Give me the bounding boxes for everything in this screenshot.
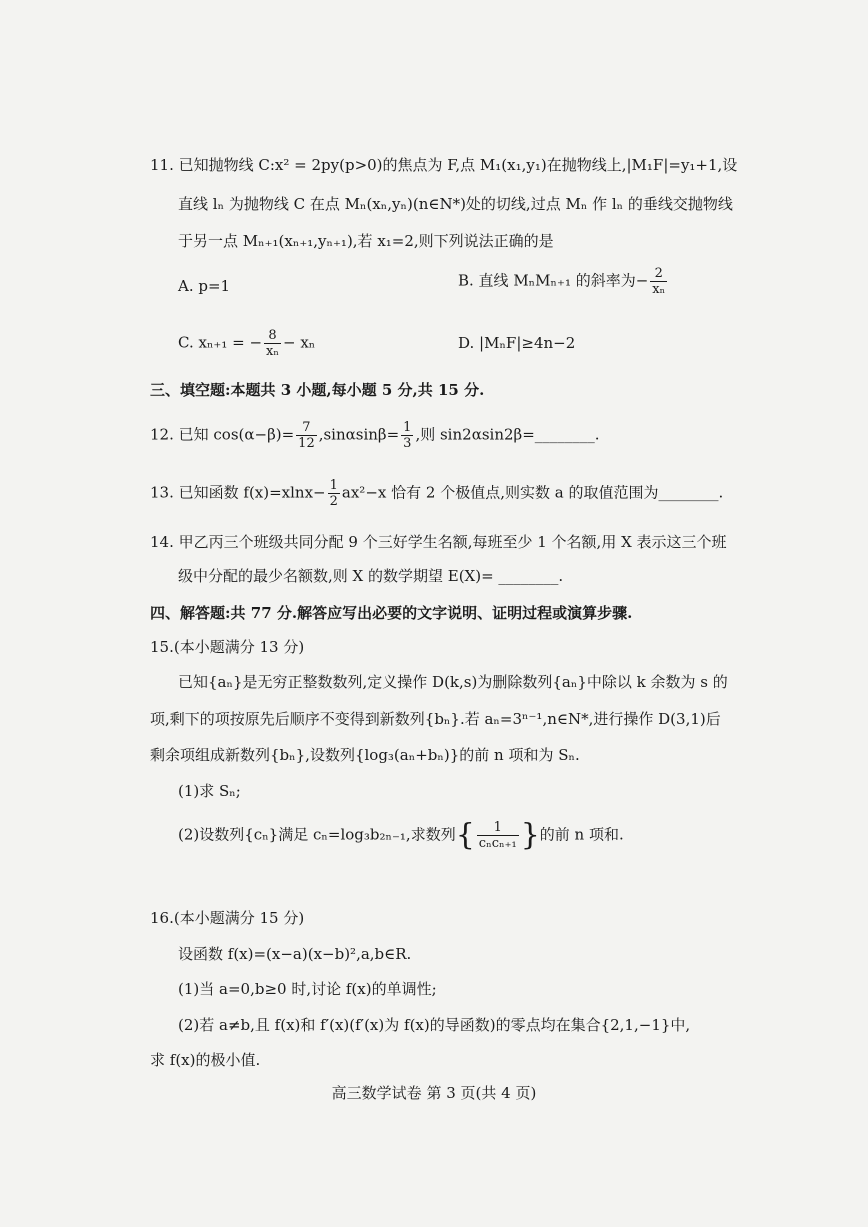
fraction-numerator: 1: [403, 420, 412, 435]
fraction-denominator: 12: [298, 436, 315, 451]
q11-option-c-fraction: [264, 328, 281, 359]
q13-text-end: ax²−x 恰有 2 个极值点,则实数 a 的取值范围为________.: [341, 483, 724, 502]
q11-option-a: A. p=1: [178, 277, 231, 295]
q12-fraction-1: [296, 420, 317, 451]
q12-text-end: ,则 sin2αsin2β=________.: [415, 425, 600, 444]
q11-option-b: [458, 266, 669, 297]
section4-heading: 四、解答题:共 77 分.解答应写出必要的文字说明、证明过程或演算步骤.: [150, 604, 633, 622]
q12-fraction-2: [401, 420, 413, 451]
fraction-denominator: xₙ: [266, 344, 279, 359]
left-brace: {: [455, 817, 475, 853]
fraction-numerator: 2: [650, 266, 667, 282]
q12-text-mid: ,sinαsinβ=: [318, 425, 400, 444]
q15-part2-fraction: [477, 820, 519, 851]
q14-line2: 级中分配的最少名额数,则 X 的数学期望 E(X)= ________.: [178, 567, 564, 585]
q14-line1: 14. 甲乙丙三个班级共同分配 9 个三好学生名额,每班至少 1 个名额,用 X 表示这三个班: [150, 533, 727, 551]
q11-option-d: D. |MₙF|≥4n−2: [458, 334, 576, 352]
q16-part2-cont: 求 f(x)的极小值.: [150, 1051, 261, 1069]
q11-option-c-text: C. xₙ₊₁ = −: [178, 333, 263, 352]
q16-part1: (1)当 a=0,b≥0 时,讨论 f(x)的单调性;: [178, 980, 437, 998]
right-brace: }: [520, 817, 540, 853]
q15-line2: 项,剩下的项按原先后顺序不变得到新数列{bₙ}.若 aₙ=3ⁿ⁻¹,n∈N*,进行操作 D(3,1)后: [150, 710, 721, 728]
section3-heading: 三、填空题:本题共 3 小题,每小题 5 分,共 15 分.: [150, 381, 485, 399]
q15-part2: [178, 817, 624, 853]
q11-line2: 直线 lₙ 为抛物线 C 在点 Mₙ(xₙ,yₙ)(n∈N*)处的切线,过点 Mₙ 作 lₙ 的垂线交抛物线: [178, 195, 733, 213]
page-footer: 高三数学试卷 第 3 页(共 4 页): [331, 1084, 537, 1102]
q15-line1: 已知{aₙ}是无穷正整数数列,定义操作 D(k,s)为删除数列{aₙ}中除以 k 余数为 s 的: [178, 673, 728, 691]
q11-line1: 11. 已知抛物线 C:x² = 2py(p>0)的焦点为 F,点 M₁(x₁,y₁)在抛物线上,|M₁F|=y₁+1,设: [150, 156, 738, 174]
q15-part1: (1)求 Sₙ;: [178, 782, 241, 800]
fraction-numerator: 8: [264, 328, 281, 344]
fraction-denominator: xₙ: [652, 282, 666, 297]
q11-option-b-text: B. 直线 MₙMₙ₊₁ 的斜率为−: [458, 271, 649, 290]
q12: [150, 420, 600, 451]
q13-fraction: [328, 478, 340, 509]
q11-option-c-tail: − xₙ: [283, 333, 316, 352]
fraction-numerator: 1: [477, 820, 519, 836]
fraction-denominator: 3: [403, 436, 412, 451]
q13: [150, 478, 723, 509]
q11-option-b-fraction: [650, 266, 667, 297]
q15-line3: 剩余项组成新数列{bₙ},设数列{log₃(aₙ+bₙ)}的前 n 项和为 Sₙ.: [150, 746, 580, 764]
fraction-numerator: 7: [296, 420, 317, 436]
q11-line3: 于另一点 Mₙ₊₁(xₙ₊₁,yₙ₊₁),若 x₁=2,则下列说法正确的是: [178, 232, 554, 250]
q13-text-start: 13. 已知函数 f(x)=xlnx−: [150, 483, 326, 502]
fraction-denominator: 2: [329, 494, 338, 509]
q11-option-c: [178, 328, 315, 359]
fraction-numerator: 1: [329, 478, 338, 493]
q15-part2-text: (2)设数列{cₙ}满足 cₙ=log₃b₂ₙ₋₁,求数列: [178, 825, 456, 844]
q15-heading: 15.(本小题满分 13 分): [150, 638, 305, 656]
q16-part2: (2)若 a≠b,且 f(x)和 f′(x)(f′(x)为 f(x)的导函数)的零点均在集合{2,1,−1}中,: [178, 1016, 691, 1034]
q12-text-start: 12. 已知 cos(α−β)=: [150, 425, 295, 444]
q16-line1: 设函数 f(x)=(x−a)(x−b)²,a,b∈R.: [178, 945, 412, 963]
q16-heading: 16.(本小题满分 15 分): [150, 909, 305, 927]
q15-part2-tail: 的前 n 项和.: [539, 825, 624, 844]
fraction-denominator: cₙcₙ₊₁: [478, 836, 517, 851]
